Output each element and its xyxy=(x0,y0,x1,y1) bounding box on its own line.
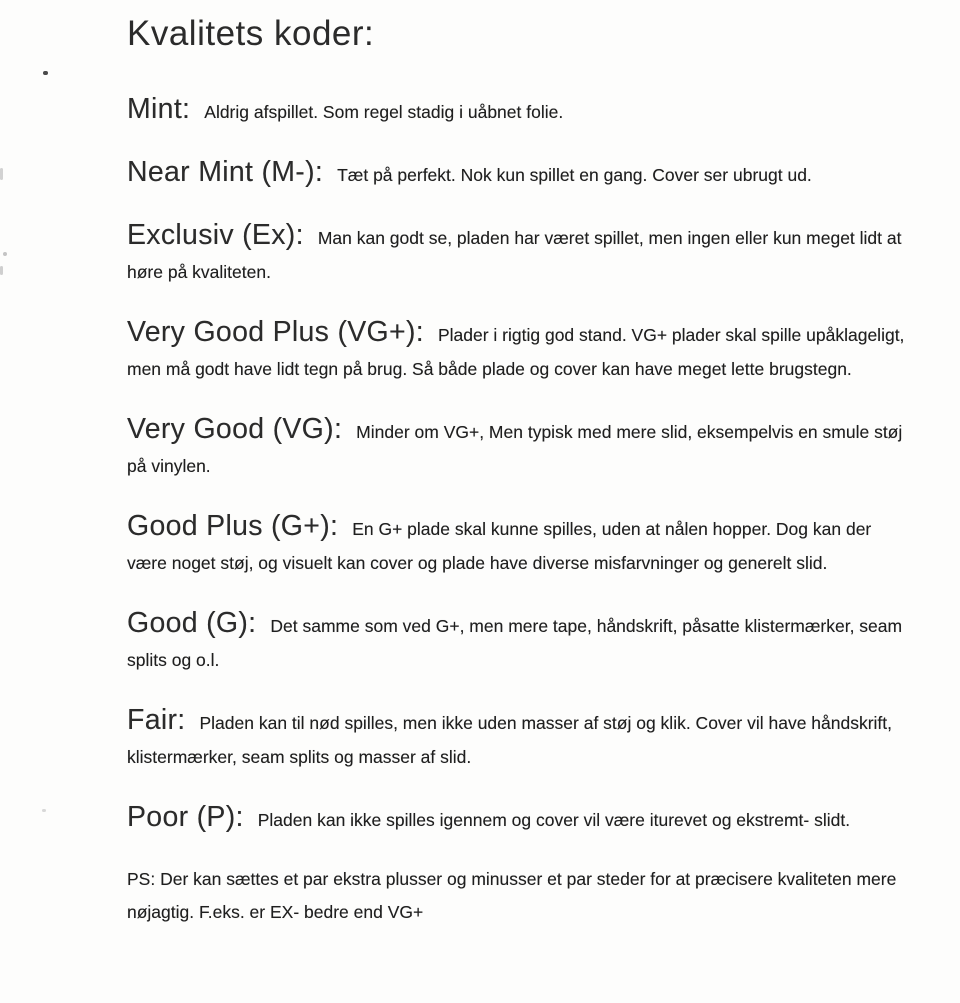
grade-entry-exclusiv xyxy=(127,218,910,289)
grade-entry-near-mint xyxy=(127,155,910,192)
grade-definition: Aldrig afspillet. Som regel stadig i uåbnet folie. xyxy=(204,102,564,122)
ps-footnote: PS: Der kan sættes et par ekstra plusser og minusser et par steder for at præcisere kvaliteten mere nøjagtig. F.eks. er EX- bedre end VG+ xyxy=(127,869,897,922)
grade-term: Good (G): xyxy=(127,607,257,639)
grade-term: Exclusiv (Ex): xyxy=(127,219,304,251)
grade-term: Fair: xyxy=(127,704,186,736)
grade-entry-very-good xyxy=(127,412,910,483)
grade-term: Good Plus (G+): xyxy=(127,510,339,542)
grade-definition: Man kan godt se, pladen har været spillet, men ingen eller kun meget lidt at høre på kvaliteten. xyxy=(127,228,902,282)
document-title: Kvalitets koder: xyxy=(127,14,375,53)
grade-entry-mint xyxy=(127,92,910,129)
grade-definition: Pladen kan til nød spilles, men ikke uden masser af støj og klik. Cover vil have håndskrift, klistermærker, seam splits og masser af slid. xyxy=(127,713,893,767)
grade-definition: Minder om VG+, Men typisk med mere slid, eksempelvis en smule støj på vinylen. xyxy=(127,422,903,476)
grade-definition: Det samme som ved G+, men mere tape, håndskrift, påsatte klistermærker, seam splits og o.l. xyxy=(127,616,903,670)
grade-term: Very Good Plus (VG+): xyxy=(127,316,424,348)
grade-term: Mint: xyxy=(127,93,191,125)
scan-speck xyxy=(3,252,7,256)
grade-term: Poor (P): xyxy=(127,801,244,833)
scan-speck xyxy=(0,168,3,180)
grade-term: Very Good (VG): xyxy=(127,413,343,445)
scan-speck xyxy=(42,809,46,812)
grade-definition: Tæt på perfekt. Nok kun spillet en gang. Cover ser ubrugt ud. xyxy=(337,165,812,185)
grade-term: Near Mint (M-): xyxy=(127,156,324,188)
grade-definition: Plader i rigtig god stand. VG+ plader skal spille upåklageligt, men må godt have lidt tegn på brug. Så både plade og cover kan have meget lette brugstegn. xyxy=(127,325,905,379)
grade-entry-poor xyxy=(127,800,910,837)
grade-definition: Pladen kan ikke spilles igennem og cover vil være iturevet og ekstremt- slidt. xyxy=(257,810,851,830)
grade-entry-good-plus xyxy=(127,509,910,580)
grade-entry-good xyxy=(127,606,910,677)
grade-entry-fair xyxy=(127,703,910,774)
grade-entry-very-good-plus xyxy=(127,315,910,386)
grade-definition: En G+ plade skal kunne spilles, uden at nålen hopper. Dog kan der være noget støj, og visuelt kan cover og plade have diverse misfarvninger og generelt slid. xyxy=(127,519,872,573)
scan-speck xyxy=(0,266,3,275)
scan-speck xyxy=(43,71,48,75)
